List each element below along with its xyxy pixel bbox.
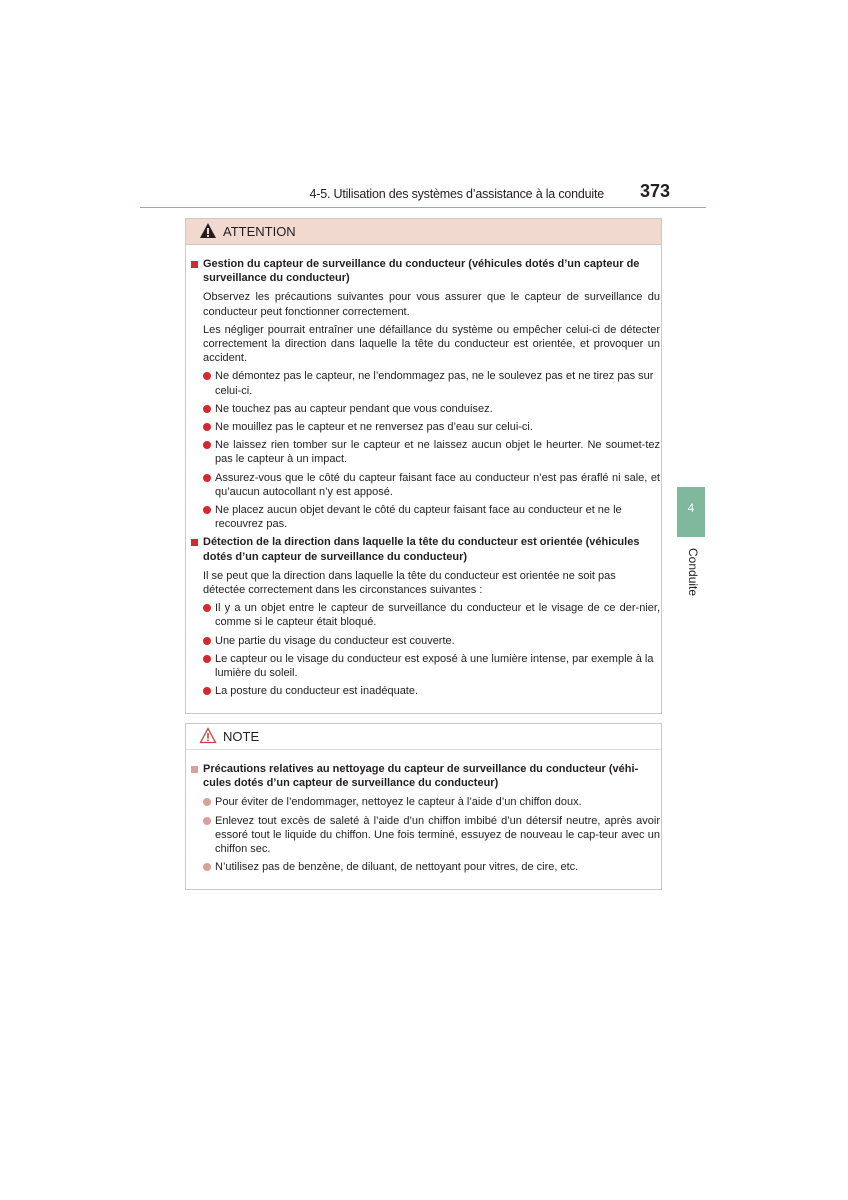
list-item: Enlevez tout excès de saleté à l’aide d’un chiffon imbibé d’un détersif neutre, après avoir essoré tout le liquide du chiffon. Une fois terminé, essuyez de nouveau le cap-teur avec un chiffon sec.	[190, 814, 660, 857]
list-item: Ne touchez pas au capteur pendant que vous conduisez.	[190, 402, 660, 416]
list-item: N’utilisez pas de benzène, de diluant, de nettoyant pour vitres, de cire, etc.	[190, 860, 660, 874]
circle-bullet-icon	[203, 474, 211, 482]
chapter-label: Conduite	[686, 548, 700, 597]
circle-bullet-icon	[203, 798, 211, 806]
section-title: 4-5. Utilisation des systèmes d’assistance à la conduite	[309, 187, 604, 201]
paragraph: Les négliger pourrait entraîner une défaillance du système ou empêcher celui-ci de détecter correctement la direction dans laquelle la tête du conducteur est orientée, et provoquer un accident.	[203, 323, 660, 365]
attention-box	[185, 218, 662, 714]
circle-bullet-icon	[203, 817, 211, 825]
note-header	[186, 724, 661, 750]
list-item: Assurez-vous que le côté du capteur faisant face au conducteur n’est pas éraflé ni sale, et qu’aucun autocollant n’y est apposé.	[190, 471, 660, 499]
list-item: Pour éviter de l’endommager, nettoyez le capteur à l’aide d’un chiffon doux.	[190, 795, 660, 809]
section-heading: Détection de la direction dans laquelle la tête du conducteur est orientée (véhicules dotés d’un capteur de surveillance du conducteur)	[190, 535, 660, 563]
list-item: Il y a un objet entre le capteur de surveillance du conducteur et le visage de ce der-nier, comme si le capteur était bloqué.	[190, 601, 660, 629]
note-box	[185, 723, 662, 890]
circle-bullet-icon	[203, 687, 211, 695]
attention-content	[190, 257, 660, 702]
circle-bullet-icon	[203, 637, 211, 645]
circle-bullet-icon	[203, 405, 211, 413]
attention-label: ATTENTION	[223, 224, 296, 239]
circle-bullet-icon	[203, 604, 211, 612]
paragraph: Observez les précautions suivantes pour vous assurer que le capteur de surveillance du conducteur peut fonctionner correctement.	[203, 291, 660, 318]
page-number: 373	[639, 181, 670, 201]
page-header	[140, 178, 706, 208]
square-bullet-icon	[191, 766, 198, 773]
list-item: Ne mouillez pas le capteur et ne renversez pas d’eau sur celui-ci.	[190, 420, 660, 434]
circle-bullet-icon	[203, 506, 211, 514]
list-item: Ne placez aucun objet devant le côté du capteur faisant face au conducteur et ne le recouvrez pas.	[190, 503, 660, 531]
warning-triangle-icon	[199, 222, 217, 239]
chapter-tab: 4	[677, 487, 705, 537]
list-item: Ne démontez pas le capteur, ne l’endommagez pas, ne le soulevez pas et ne tirez pas sur celui-ci.	[190, 369, 660, 397]
section-heading: Gestion du capteur de surveillance du conducteur (véhicules dotés d’un capteur de surveillance du conducteur)	[190, 257, 660, 285]
square-bullet-icon	[191, 539, 198, 546]
list-item: Ne laissez rien tomber sur le capteur et ne laissez aucun objet le heurter. Ne soumet-tez pas le capteur à un impact.	[190, 438, 660, 466]
list-item: Une partie du visage du conducteur est couverte.	[190, 634, 660, 648]
caution-outline-triangle-icon	[199, 727, 217, 744]
note-content	[190, 762, 660, 878]
section-heading: Précautions relatives au nettoyage du capteur de surveillance du conducteur (véhi-cules dotés d’un capteur de surveillance du conducteur)	[190, 762, 660, 790]
list-item: Le capteur ou le visage du conducteur est exposé à une lumière intense, par exemple à la lumière du soleil.	[190, 652, 660, 680]
list-item: La posture du conducteur est inadéquate.	[190, 684, 660, 698]
attention-header	[186, 219, 661, 245]
circle-bullet-icon	[203, 441, 211, 449]
circle-bullet-icon	[203, 863, 211, 871]
note-label: NOTE	[223, 729, 260, 744]
circle-bullet-icon	[203, 655, 211, 663]
square-bullet-icon	[191, 261, 198, 268]
circle-bullet-icon	[203, 423, 211, 431]
circle-bullet-icon	[203, 372, 211, 380]
paragraph: Il se peut que la direction dans laquelle la tête du conducteur est orientée ne soit pas détectée correctement dans les circonstances suivantes :	[203, 569, 616, 597]
